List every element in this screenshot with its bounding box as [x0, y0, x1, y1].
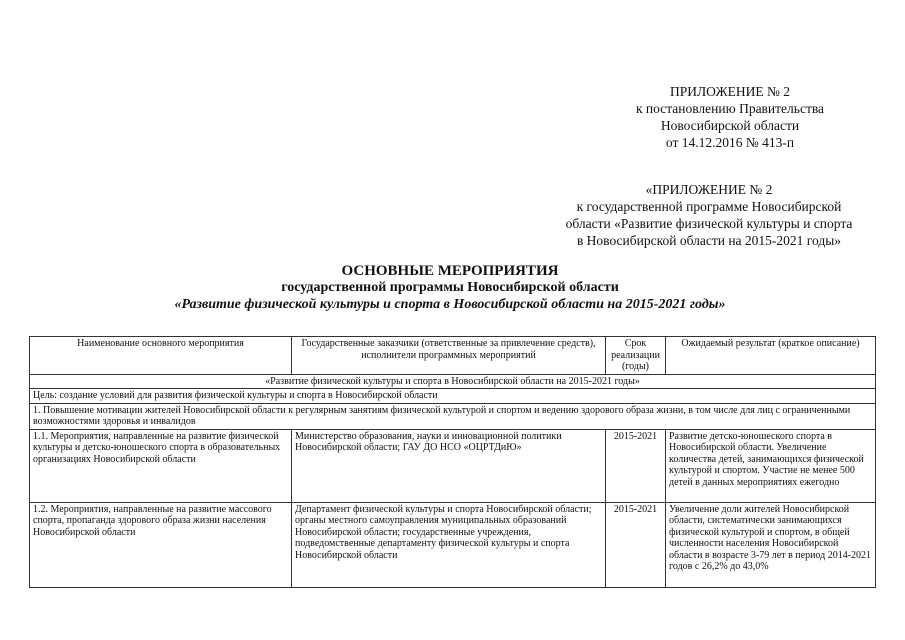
task-row-cell: 1. Повышение мотивации жителей Новосибирской области к регулярным занятиям физической культурой и спортом и ведению здорового образа жизни, в том числе для лиц с ограниченными возможностями здоровья и инвалидов — [30, 403, 876, 429]
annex-program-line: области «Развитие физической культуры и спорта — [565, 216, 853, 231]
document-title: ОСНОВНЫЕ МЕРОПРИЯТИЯ — [341, 263, 559, 279]
annex-program-line: к государственной программе Новосибирской — [576, 199, 842, 214]
table-row — [30, 502, 876, 587]
result-cell: Увеличение доли жителей Новосибирской области, систематически занимающихся физической культурой и спортом, в общей численности населения Новосибирской области в возрасте 3-79 лет в период 2014-2021 годов с 26,2% до 43,0% — [666, 502, 876, 587]
annex-program-line: в Новосибирской области на 2015-2021 годы» — [576, 233, 842, 248]
result-cell: Развитие детско-юношеского спорта в Новосибирской области. Увеличение количества детей, занимающихся физической культурой и спортом. Участие не менее 500 детей в данных мероприятиях ежегодно — [666, 429, 876, 502]
annex-program-line: «ПРИЛОЖЕНИЕ № 2 — [645, 182, 773, 197]
header-name: Наименование основного мероприятия — [30, 337, 292, 375]
activity-name-cell: 1.1. Мероприятия, направленные на развитие физической культуры и детско-юношеского спорта в образовательных организациях Новосибирской области — [30, 429, 292, 502]
table-header-row — [30, 337, 876, 375]
activity-name-cell: 1.2. Мероприятия, направленные на развитие массового спорта, пропаганда здорового образа жизни населения Новосибирской области — [30, 502, 292, 587]
annex-decree-block — [610, 83, 850, 151]
activities-table — [29, 336, 876, 588]
header-customers: Государственные заказчики (ответственные за привлечение средств), исполнители программных мероприятий — [292, 337, 606, 375]
goal-row — [30, 389, 876, 404]
annex-decree-line: ПРИЛОЖЕНИЕ № 2 — [669, 84, 791, 99]
annex-decree-line: от 14.12.2016 № 413-п — [665, 135, 795, 150]
annex-program-block — [548, 181, 870, 249]
period-cell: 2015-2021 — [606, 502, 666, 587]
header-result: Ожидаемый результат (краткое описание) — [666, 337, 876, 375]
header-period: Срок реализации (годы) — [606, 337, 666, 375]
document-subtitle: государственной программы Новосибирской области — [281, 280, 619, 295]
program-name: «Развитие физической культуры и спорта в Новосибирской области на 2015-2021 годы» — [174, 297, 726, 312]
customers-cell: Департамент физической культуры и спорта Новосибирской области; органы местного самоуправления муниципальных образований Новосибирской области; государственные учреждения, подведомственные департаменту физической культуры и спорта Новосибирской области — [292, 502, 606, 587]
period-cell: 2015-2021 — [606, 429, 666, 502]
table-row — [30, 429, 876, 502]
annex-decree-line: к постановлению Правительства — [635, 101, 825, 116]
goal-row-cell: Цель: создание условий для развития физической культуры и спорта в Новосибирской области — [30, 389, 876, 404]
customers-cell: Министерство образования, науки и инновационной политики Новосибирской области; ГАУ ДО НСО «ОЦРТДиЮ» — [292, 429, 606, 502]
document-title-block — [40, 263, 860, 313]
annex-decree-line: Новосибирской области — [660, 118, 800, 133]
program-row-cell: «Развитие физической культуры и спорта в Новосибирской области на 2015-2021 годы» — [30, 374, 876, 389]
program-row — [30, 374, 876, 389]
task-row — [30, 403, 876, 429]
